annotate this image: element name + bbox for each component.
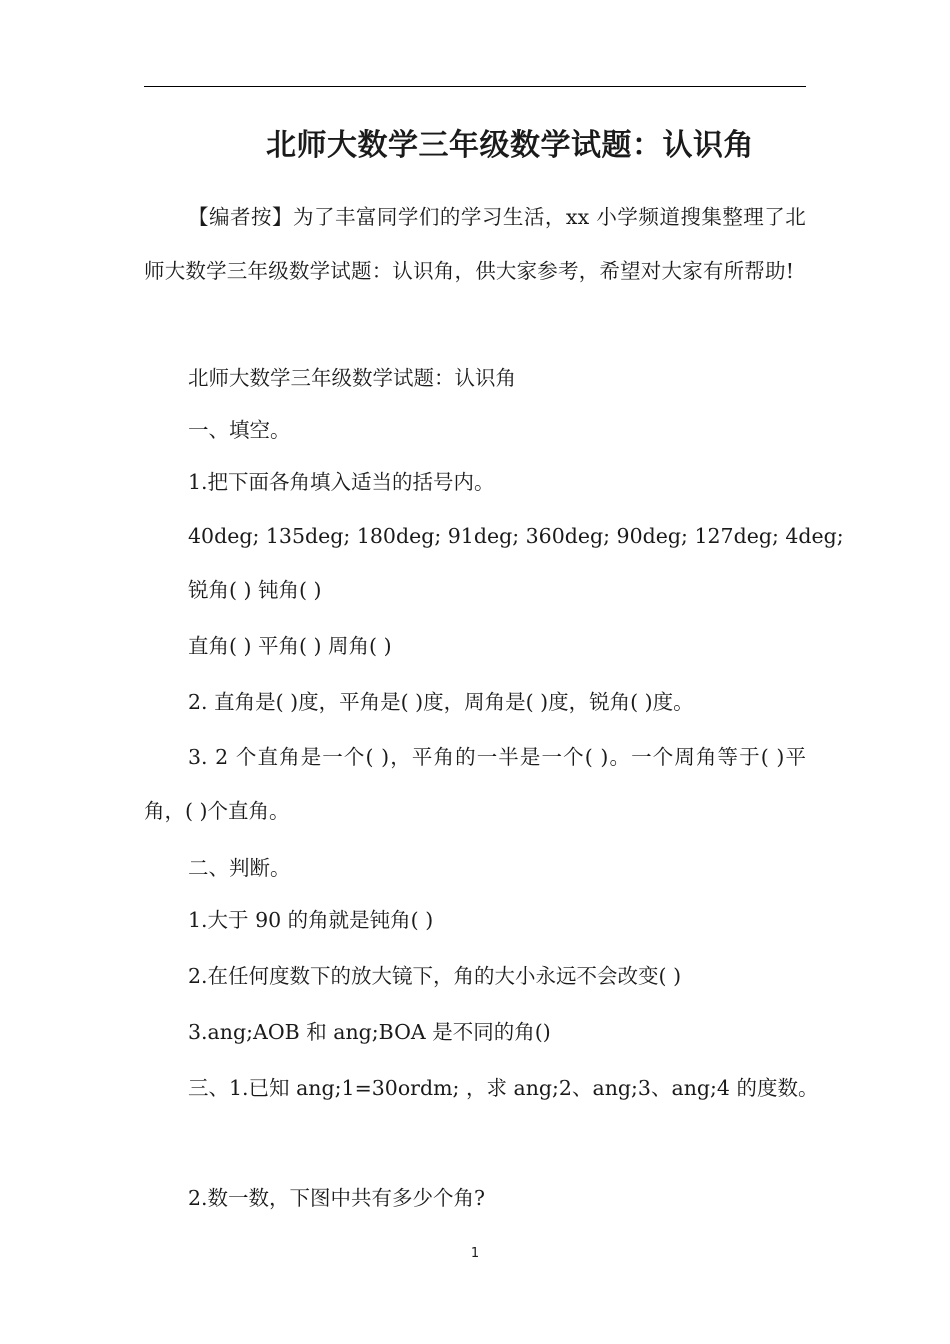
- angle-list: 40deg; 135deg; 180deg; 91deg; 360deg; 90deg; 127deg; 4deg;: [188, 524, 844, 548]
- page-title: 北师大数学三年级数学试题：认识角: [266, 128, 754, 163]
- intro-paragraph: 【编者按】为了丰富同学们的学习生活，xx 小学频道搜集整理了北师大数学三年级数学试题：认识角，供大家参考，希望对大家有所帮助!: [144, 205, 806, 283]
- section1-question3: 3. 2 个直角是一个( )，平角的一半是一个( )。一个周角等于( )平角，( )个直角。: [144, 745, 806, 823]
- section2-question1: 1.大于 90 的角就是钝角( ): [188, 908, 434, 932]
- section1-question2: 2. 直角是( )度，平角是( )度，周角是( )度，锐角( )度。: [188, 690, 694, 714]
- section2-question2: 2.在任何度数下的放大镜下，角的大小永远不会改变( ): [188, 964, 682, 988]
- section3-question2: 2.数一数，下图中共有多少个角?: [188, 1186, 486, 1210]
- section2-heading: 二、判断。: [188, 856, 291, 880]
- subtitle: 北师大数学三年级数学试题：认识角: [188, 366, 516, 390]
- section1-heading: 一、填空。: [188, 418, 291, 442]
- section2-question3: 3.ang;AOB 和 ang;BOA 是不同的角(): [188, 1020, 551, 1044]
- section3-question1: 三、1.已知 ang;1=30ordm; ，求 ang;2、ang;3、ang;4 的度数。: [188, 1076, 819, 1100]
- page-number: 1: [470, 1246, 480, 1261]
- section1-question1: 1.把下面各角填入适当的括号内。: [188, 470, 495, 494]
- angle-category-row1: 锐角( ) 钝角( ): [188, 578, 322, 602]
- angle-category-row2: 直角( ) 平角( ) 周角( ): [188, 634, 392, 658]
- header-rule: [144, 86, 806, 87]
